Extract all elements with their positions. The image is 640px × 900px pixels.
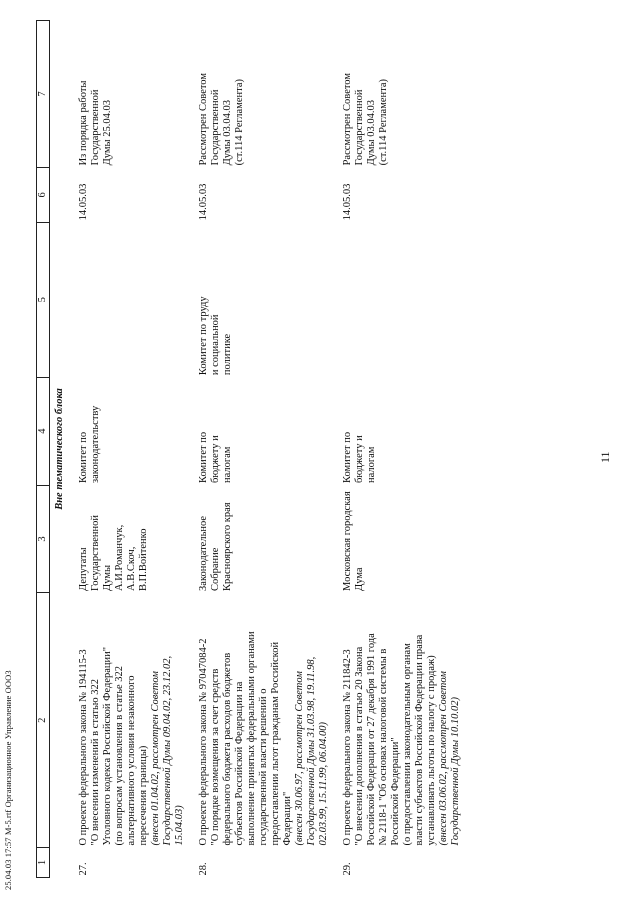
status-note-line: Государственной	[210, 89, 221, 166]
status-note-line: Государственной	[90, 89, 101, 166]
review-date-line: 14.05.03	[198, 183, 209, 221]
bill-title-line: О проекте федерального закона № 211842-3	[342, 649, 353, 846]
column-header-2: 2	[37, 593, 50, 848]
bill-title-line: государственной власти решений о	[258, 688, 269, 846]
bill-title-line: № 2118-1 "Об основах налоговой системы в	[378, 648, 389, 846]
responsible-committee	[336, 377, 468, 485]
bill-title-line: Федерации"	[282, 791, 293, 846]
initiator-line: А.В.Скоч,	[126, 546, 137, 591]
status-note-line: Рассмотрен Советом	[342, 73, 353, 166]
table-row	[192, 21, 336, 878]
bill-title	[72, 593, 192, 848]
responsible-committee-line: налогам	[222, 446, 233, 484]
bill-title-line: власти субъектов Российской Федерации права	[414, 634, 425, 846]
status-note-line: Думы 03.04.03	[366, 100, 377, 166]
bill-title-line: О проекте федерального закона № 97047084-2	[198, 638, 209, 846]
bill-title-line: пересечения границы)	[138, 745, 149, 846]
bill-title-line: Российской Федерации от 27 декабря 1991 года	[366, 633, 377, 846]
bill-title-line: устанавливать льготы по налогу с продаж)	[426, 655, 437, 846]
bill-title-line: предоставлении льгот гражданам Российской	[270, 641, 281, 846]
responsible-committee	[192, 377, 336, 485]
column-number-header	[37, 21, 50, 878]
column-header-3: 3	[37, 485, 50, 593]
bill-title-line: О проекте федерального закона № 194115-3	[78, 649, 89, 846]
page-number: 11	[598, 451, 612, 463]
table-row	[336, 21, 468, 878]
review-date	[192, 167, 336, 222]
bill-title-meta-line: Государственной Думы 10.10.02)	[450, 697, 461, 846]
status-note-line: (ст.114 Регламента)	[234, 79, 245, 166]
initiator-line: Думы	[102, 564, 113, 591]
co-committee-line: политике	[222, 333, 233, 376]
responsible-committee-line: налогам	[366, 446, 377, 484]
initiator	[72, 485, 192, 593]
bill-title-line: (о предоставлении законодательным органам	[402, 643, 413, 846]
bill-title	[336, 593, 468, 848]
responsible-committee-line: Комитет по	[78, 431, 89, 484]
section-title: Вне тематического блока	[54, 388, 65, 510]
responsible-committee	[72, 377, 192, 485]
bill-title-line: "О внесении дополнения в статью 20 Закона	[354, 646, 365, 846]
bill-title-line: альтернативного условия незаконного	[126, 675, 137, 846]
co-committee	[336, 222, 468, 377]
column-header-5: 5	[37, 222, 50, 377]
status-note-line: Думы 03.04.03	[222, 100, 233, 166]
review-date	[72, 167, 192, 222]
bill-title-line: федерального бюджета расходов бюджетов	[222, 652, 233, 846]
initiator-line: Красноярского края	[222, 502, 233, 591]
status-note	[72, 21, 192, 168]
status-note-line: (ст.114 Регламента)	[378, 79, 389, 166]
footer-stamp: 25.04.03 17:57 М-5.rtf Организационное Управление ООО3	[3, 670, 13, 890]
bill-title-meta-line: Государственной Думы 31.03.98, 19.11.98,	[306, 656, 317, 846]
initiator-line: Московская городская	[342, 491, 353, 591]
responsible-committee-line: Комитет по	[342, 431, 353, 484]
row-number-line: 29.	[342, 862, 353, 876]
responsible-committee-line: Комитет по	[198, 431, 209, 484]
bill-title-meta-line: (внесен 30.06.97, рассмотрен Советом	[294, 671, 305, 846]
section-title-row	[50, 21, 73, 878]
status-note	[336, 21, 468, 168]
table-row	[72, 21, 192, 878]
row-number-line: 27.	[78, 862, 89, 876]
status-note-line: Государственной	[354, 89, 365, 166]
status-note-line: Из порядка работы	[78, 80, 89, 166]
column-header-7: 7	[37, 21, 50, 168]
initiator-line: А.И.Романчук,	[114, 524, 125, 591]
bill-title-line: (по вопросам установления в статье 322	[114, 665, 125, 846]
row-number	[72, 848, 192, 878]
responsible-committee-line: бюджету и	[354, 435, 365, 484]
bill-title-line: Уголовного кодекса Российской Федерации"	[102, 646, 113, 846]
status-note-line: Думы 25.04.03	[102, 100, 113, 166]
initiator	[336, 485, 468, 593]
row-number-line: 28.	[198, 862, 209, 876]
bill-title-line: "О порядке возмещения за счет средств	[210, 668, 221, 846]
initiator-line: Законодательное	[198, 515, 209, 591]
initiator-line: Собрание	[210, 547, 221, 591]
bill-title-line: Российской Федерации"	[390, 737, 401, 846]
column-header-6: 6	[37, 167, 50, 222]
bill-title-meta-line: 02.03.99, 15.11.99, 06.04.00)	[318, 722, 329, 846]
bill-title-meta-line: Государственной Думы 09.04.02, 23.12.02,	[162, 655, 173, 846]
review-date	[336, 167, 468, 222]
review-date-line: 14.05.03	[78, 183, 89, 221]
co-committee-line: и социальной	[210, 314, 221, 376]
status-note-line: Рассмотрен Советом	[198, 73, 209, 166]
column-header-1: 1	[37, 848, 50, 878]
bill-title	[192, 593, 336, 848]
bill-title-meta-line: (внесен 01.04.02, рассмотрен Советом	[150, 671, 161, 846]
initiator-line: Депутаты	[78, 547, 89, 591]
co-committee-line: Комитет по труду	[198, 296, 209, 376]
initiator-line: Дума	[354, 567, 365, 591]
bill-title-line: выполнение принятых федеральными органами	[246, 631, 257, 846]
bill-title-line: "О внесении изменений в статью 322	[90, 678, 101, 846]
bill-title-meta-line: 15.04.03)	[174, 805, 185, 846]
agenda-table	[36, 20, 468, 878]
column-header-4: 4	[37, 377, 50, 485]
row-number	[192, 848, 336, 878]
co-committee	[192, 222, 336, 377]
co-committee	[72, 222, 192, 377]
bill-title-meta-line: (внесен 03.06.02, рассмотрен Советом	[438, 671, 449, 846]
responsible-committee-line: законодательству	[90, 405, 101, 484]
initiator-line: Государственной	[90, 515, 101, 591]
bill-title-line: субъектов Российской Федерации на	[234, 681, 245, 846]
row-number	[336, 848, 468, 878]
responsible-committee-line: бюджету и	[210, 435, 221, 484]
initiator-line: В.П.Войтенко	[138, 528, 149, 591]
review-date-line: 14.05.03	[342, 183, 353, 221]
initiator	[192, 485, 336, 593]
status-note	[192, 21, 336, 168]
